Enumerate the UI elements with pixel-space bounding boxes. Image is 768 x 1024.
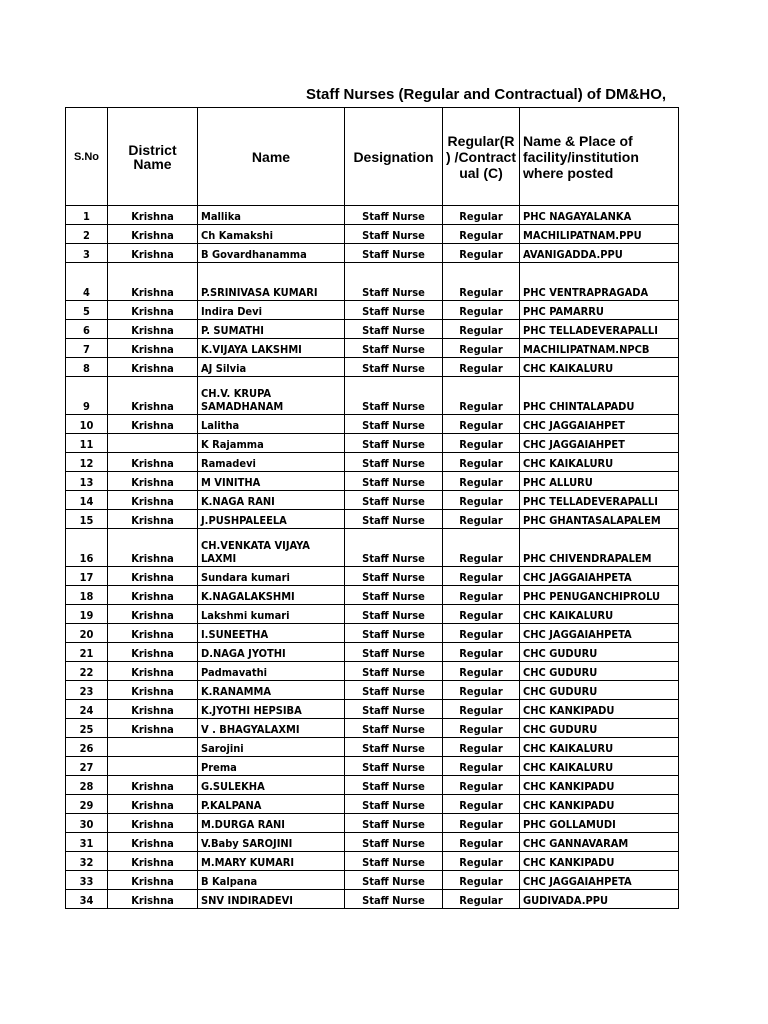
cell-designation: Staff Nurse [345, 567, 443, 586]
table-row [66, 567, 679, 586]
cell-district: Krishna [108, 643, 198, 662]
cell-district: Krishna [108, 301, 198, 320]
table-row [66, 225, 679, 244]
cell-type: Regular [443, 776, 520, 795]
cell-district: Krishna [108, 624, 198, 643]
cell-name: K.JYOTHI HEPSIBA [198, 700, 345, 719]
cell-sno: 26 [66, 738, 108, 757]
cell-type: Regular [443, 719, 520, 738]
cell-district [108, 738, 198, 757]
cell-designation: Staff Nurse [345, 605, 443, 624]
cell-name: CH.VENKATA VIJAYA LAXMI [198, 529, 345, 567]
cell-district: Krishna [108, 339, 198, 358]
cell-type: Regular [443, 814, 520, 833]
cell-designation: Staff Nurse [345, 206, 443, 225]
cell-place: PHC TELLADEVERAPALLI [520, 491, 679, 510]
cell-sno: 13 [66, 472, 108, 491]
cell-sno: 19 [66, 605, 108, 624]
table-row [66, 453, 679, 472]
cell-sno: 14 [66, 491, 108, 510]
table-row [66, 700, 679, 719]
table-row [66, 871, 679, 890]
cell-designation: Staff Nurse [345, 301, 443, 320]
cell-place: MACHILIPATNAM.PPU [520, 225, 679, 244]
cell-place: MACHILIPATNAM.NPCB [520, 339, 679, 358]
cell-type: Regular [443, 415, 520, 434]
cell-type: Regular [443, 662, 520, 681]
cell-designation: Staff Nurse [345, 244, 443, 263]
header-sno: S.No [66, 108, 108, 206]
cell-place: CHC GANNAVARAM [520, 833, 679, 852]
cell-designation: Staff Nurse [345, 681, 443, 700]
table-row [66, 339, 679, 358]
cell-district: Krishna [108, 529, 198, 567]
table-row [66, 263, 679, 301]
table-row [66, 833, 679, 852]
cell-place: CHC JAGGAIAHPET [520, 434, 679, 453]
cell-place: PHC GHANTASALAPALEM [520, 510, 679, 529]
cell-name: CH.V. KRUPA SAMADHANAM [198, 377, 345, 415]
cell-type: Regular [443, 320, 520, 339]
cell-district: Krishna [108, 491, 198, 510]
cell-type: Regular [443, 206, 520, 225]
cell-sno: 11 [66, 434, 108, 453]
cell-sno: 29 [66, 795, 108, 814]
cell-district: Krishna [108, 358, 198, 377]
cell-type: Regular [443, 491, 520, 510]
cell-place: CHC GUDURU [520, 719, 679, 738]
cell-name: Lalitha [198, 415, 345, 434]
cell-designation: Staff Nurse [345, 643, 443, 662]
header-type: Regular(R ) /Contract ual (C) [443, 108, 520, 206]
cell-sno: 32 [66, 852, 108, 871]
cell-district: Krishna [108, 567, 198, 586]
cell-designation: Staff Nurse [345, 225, 443, 244]
cell-name: K.NAGALAKSHMI [198, 586, 345, 605]
cell-type: Regular [443, 833, 520, 852]
staff-table [65, 107, 679, 909]
table-row [66, 681, 679, 700]
cell-district: Krishna [108, 700, 198, 719]
cell-place: CHC KANKIPADU [520, 795, 679, 814]
table-row [66, 890, 679, 909]
cell-type: Regular [443, 301, 520, 320]
cell-type: Regular [443, 890, 520, 909]
cell-type: Regular [443, 757, 520, 776]
cell-district: Krishna [108, 662, 198, 681]
cell-district [108, 757, 198, 776]
cell-sno: 23 [66, 681, 108, 700]
table-row [66, 643, 679, 662]
cell-designation: Staff Nurse [345, 738, 443, 757]
cell-place: CHC GUDURU [520, 643, 679, 662]
cell-name: K Rajamma [198, 434, 345, 453]
cell-sno: 12 [66, 453, 108, 472]
cell-name: V.Baby SAROJINI [198, 833, 345, 852]
cell-type: Regular [443, 263, 520, 301]
table-row [66, 738, 679, 757]
cell-sno: 20 [66, 624, 108, 643]
cell-name: M.MARY KUMARI [198, 852, 345, 871]
table-row [66, 491, 679, 510]
cell-designation: Staff Nurse [345, 776, 443, 795]
header-row [66, 108, 679, 206]
cell-sno: 15 [66, 510, 108, 529]
cell-place: PHC CHINTALAPADU [520, 377, 679, 415]
cell-type: Regular [443, 244, 520, 263]
cell-district: Krishna [108, 776, 198, 795]
table-row [66, 244, 679, 263]
cell-sno: 2 [66, 225, 108, 244]
cell-designation: Staff Nurse [345, 757, 443, 776]
cell-name: B Kalpana [198, 871, 345, 890]
cell-designation: Staff Nurse [345, 719, 443, 738]
cell-district: Krishna [108, 510, 198, 529]
cell-place: PHC NAGAYALANKA [520, 206, 679, 225]
cell-designation: Staff Nurse [345, 624, 443, 643]
cell-type: Regular [443, 738, 520, 757]
header-designation: Designation [345, 108, 443, 206]
cell-sno: 30 [66, 814, 108, 833]
table-row [66, 415, 679, 434]
cell-name: P.KALPANA [198, 795, 345, 814]
cell-type: Regular [443, 624, 520, 643]
table-row [66, 529, 679, 567]
cell-sno: 10 [66, 415, 108, 434]
table-row [66, 814, 679, 833]
cell-district: Krishna [108, 453, 198, 472]
cell-sno: 22 [66, 662, 108, 681]
cell-name: Ramadevi [198, 453, 345, 472]
cell-sno: 33 [66, 871, 108, 890]
cell-name: K.VIJAYA LAKSHMI [198, 339, 345, 358]
cell-name: K.RANAMMA [198, 681, 345, 700]
cell-sno: 34 [66, 890, 108, 909]
cell-place: PHC CHIVENDRAPALEM [520, 529, 679, 567]
cell-district: Krishna [108, 472, 198, 491]
cell-place: CHC JAGGAIAHPETA [520, 567, 679, 586]
cell-name: Sundara kumari [198, 567, 345, 586]
cell-place: CHC KANKIPADU [520, 700, 679, 719]
cell-designation: Staff Nurse [345, 320, 443, 339]
cell-designation: Staff Nurse [345, 472, 443, 491]
table-row [66, 624, 679, 643]
cell-type: Regular [443, 339, 520, 358]
cell-sno: 25 [66, 719, 108, 738]
cell-district: Krishna [108, 605, 198, 624]
cell-district: Krishna [108, 263, 198, 301]
cell-district: Krishna [108, 415, 198, 434]
cell-place: PHC PAMARRU [520, 301, 679, 320]
table-row [66, 301, 679, 320]
cell-sno: 8 [66, 358, 108, 377]
cell-sno: 5 [66, 301, 108, 320]
table-row [66, 320, 679, 339]
cell-district: Krishna [108, 206, 198, 225]
cell-sno: 18 [66, 586, 108, 605]
page-title: Staff Nurses (Regular and Contractual) of DM&HO, [306, 86, 667, 103]
table-row [66, 852, 679, 871]
table-row [66, 662, 679, 681]
cell-designation: Staff Nurse [345, 586, 443, 605]
cell-place: PHC VENTRAPRAGADA [520, 263, 679, 301]
cell-type: Regular [443, 453, 520, 472]
cell-type: Regular [443, 700, 520, 719]
cell-sno: 31 [66, 833, 108, 852]
cell-type: Regular [443, 795, 520, 814]
table-row [66, 510, 679, 529]
table-row [66, 605, 679, 624]
cell-name: M.DURGA RANI [198, 814, 345, 833]
table-row [66, 434, 679, 453]
cell-designation: Staff Nurse [345, 263, 443, 301]
cell-sno: 4 [66, 263, 108, 301]
cell-district: Krishna [108, 890, 198, 909]
cell-type: Regular [443, 529, 520, 567]
cell-designation: Staff Nurse [345, 814, 443, 833]
cell-sno: 3 [66, 244, 108, 263]
cell-name: Prema [198, 757, 345, 776]
cell-place: AVANIGADDA.PPU [520, 244, 679, 263]
header-name: Name [198, 108, 345, 206]
table-row [66, 358, 679, 377]
cell-type: Regular [443, 434, 520, 453]
cell-designation: Staff Nurse [345, 453, 443, 472]
cell-place: CHC KAIKALURU [520, 358, 679, 377]
cell-district: Krishna [108, 795, 198, 814]
cell-designation: Staff Nurse [345, 339, 443, 358]
cell-place: CHC KAIKALURU [520, 757, 679, 776]
cell-name: Ch Kamakshi [198, 225, 345, 244]
cell-district: Krishna [108, 320, 198, 339]
cell-designation: Staff Nurse [345, 890, 443, 909]
cell-designation: Staff Nurse [345, 415, 443, 434]
cell-name: P. SUMATHI [198, 320, 345, 339]
cell-name: B Govardhanamma [198, 244, 345, 263]
cell-district: Krishna [108, 244, 198, 263]
cell-name: I.SUNEETHA [198, 624, 345, 643]
cell-district: Krishna [108, 719, 198, 738]
cell-district: Krishna [108, 871, 198, 890]
cell-place: CHC KANKIPADU [520, 852, 679, 871]
table-row [66, 776, 679, 795]
cell-designation: Staff Nurse [345, 662, 443, 681]
cell-name: SNV INDIRADEVI [198, 890, 345, 909]
cell-district: Krishna [108, 225, 198, 244]
table-row [66, 472, 679, 491]
cell-sno: 9 [66, 377, 108, 415]
cell-district: Krishna [108, 681, 198, 700]
cell-type: Regular [443, 225, 520, 244]
cell-name: Lakshmi kumari [198, 605, 345, 624]
cell-type: Regular [443, 852, 520, 871]
cell-type: Regular [443, 871, 520, 890]
table-row [66, 719, 679, 738]
cell-type: Regular [443, 567, 520, 586]
cell-name: D.NAGA JYOTHI [198, 643, 345, 662]
cell-name: Indira Devi [198, 301, 345, 320]
cell-name: K.NAGA RANI [198, 491, 345, 510]
cell-designation: Staff Nurse [345, 795, 443, 814]
cell-designation: Staff Nurse [345, 529, 443, 567]
cell-district: Krishna [108, 586, 198, 605]
cell-designation: Staff Nurse [345, 871, 443, 890]
header-place: Name & Place of facility/institution where posted [520, 108, 679, 206]
cell-place: CHC KAIKALURU [520, 738, 679, 757]
cell-place: CHC JAGGAIAHPETA [520, 624, 679, 643]
cell-place: CHC KAIKALURU [520, 453, 679, 472]
cell-type: Regular [443, 586, 520, 605]
cell-type: Regular [443, 472, 520, 491]
cell-sno: 6 [66, 320, 108, 339]
cell-type: Regular [443, 358, 520, 377]
cell-place: CHC GUDURU [520, 662, 679, 681]
cell-name: V . BHAGYALAXMI [198, 719, 345, 738]
table-row [66, 757, 679, 776]
cell-sno: 17 [66, 567, 108, 586]
cell-place: PHC GOLLAMUDI [520, 814, 679, 833]
cell-place: PHC PENUGANCHIPROLU [520, 586, 679, 605]
table-row [66, 377, 679, 415]
cell-place: CHC KANKIPADU [520, 776, 679, 795]
cell-type: Regular [443, 377, 520, 415]
cell-place: PHC TELLADEVERAPALLI [520, 320, 679, 339]
cell-district [108, 434, 198, 453]
cell-type: Regular [443, 643, 520, 662]
cell-sno: 1 [66, 206, 108, 225]
cell-place: CHC KAIKALURU [520, 605, 679, 624]
cell-place: PHC ALLURU [520, 472, 679, 491]
cell-place: GUDIVADA.PPU [520, 890, 679, 909]
table-row [66, 206, 679, 225]
cell-district: Krishna [108, 814, 198, 833]
cell-type: Regular [443, 681, 520, 700]
cell-district: Krishna [108, 833, 198, 852]
table-row [66, 586, 679, 605]
cell-designation: Staff Nurse [345, 434, 443, 453]
cell-name: M VINITHA [198, 472, 345, 491]
cell-designation: Staff Nurse [345, 377, 443, 415]
cell-name: J.PUSHPALEELA [198, 510, 345, 529]
header-district: District Name [108, 108, 198, 206]
cell-sno: 24 [66, 700, 108, 719]
cell-designation: Staff Nurse [345, 700, 443, 719]
cell-name: AJ Silvia [198, 358, 345, 377]
cell-district: Krishna [108, 852, 198, 871]
cell-sno: 7 [66, 339, 108, 358]
cell-name: Sarojini [198, 738, 345, 757]
cell-sno: 21 [66, 643, 108, 662]
cell-name: G.SULEKHA [198, 776, 345, 795]
cell-designation: Staff Nurse [345, 358, 443, 377]
cell-type: Regular [443, 605, 520, 624]
cell-place: CHC JAGGAIAHPETA [520, 871, 679, 890]
cell-designation: Staff Nurse [345, 510, 443, 529]
cell-place: CHC JAGGAIAHPET [520, 415, 679, 434]
cell-sno: 16 [66, 529, 108, 567]
cell-name: Mallika [198, 206, 345, 225]
cell-district: Krishna [108, 377, 198, 415]
cell-designation: Staff Nurse [345, 852, 443, 871]
cell-place: CHC GUDURU [520, 681, 679, 700]
cell-sno: 28 [66, 776, 108, 795]
cell-designation: Staff Nurse [345, 491, 443, 510]
cell-name: Padmavathi [198, 662, 345, 681]
cell-designation: Staff Nurse [345, 833, 443, 852]
cell-type: Regular [443, 510, 520, 529]
cell-sno: 27 [66, 757, 108, 776]
table-row [66, 795, 679, 814]
cell-name: P.SRINIVASA KUMARI [198, 263, 345, 301]
